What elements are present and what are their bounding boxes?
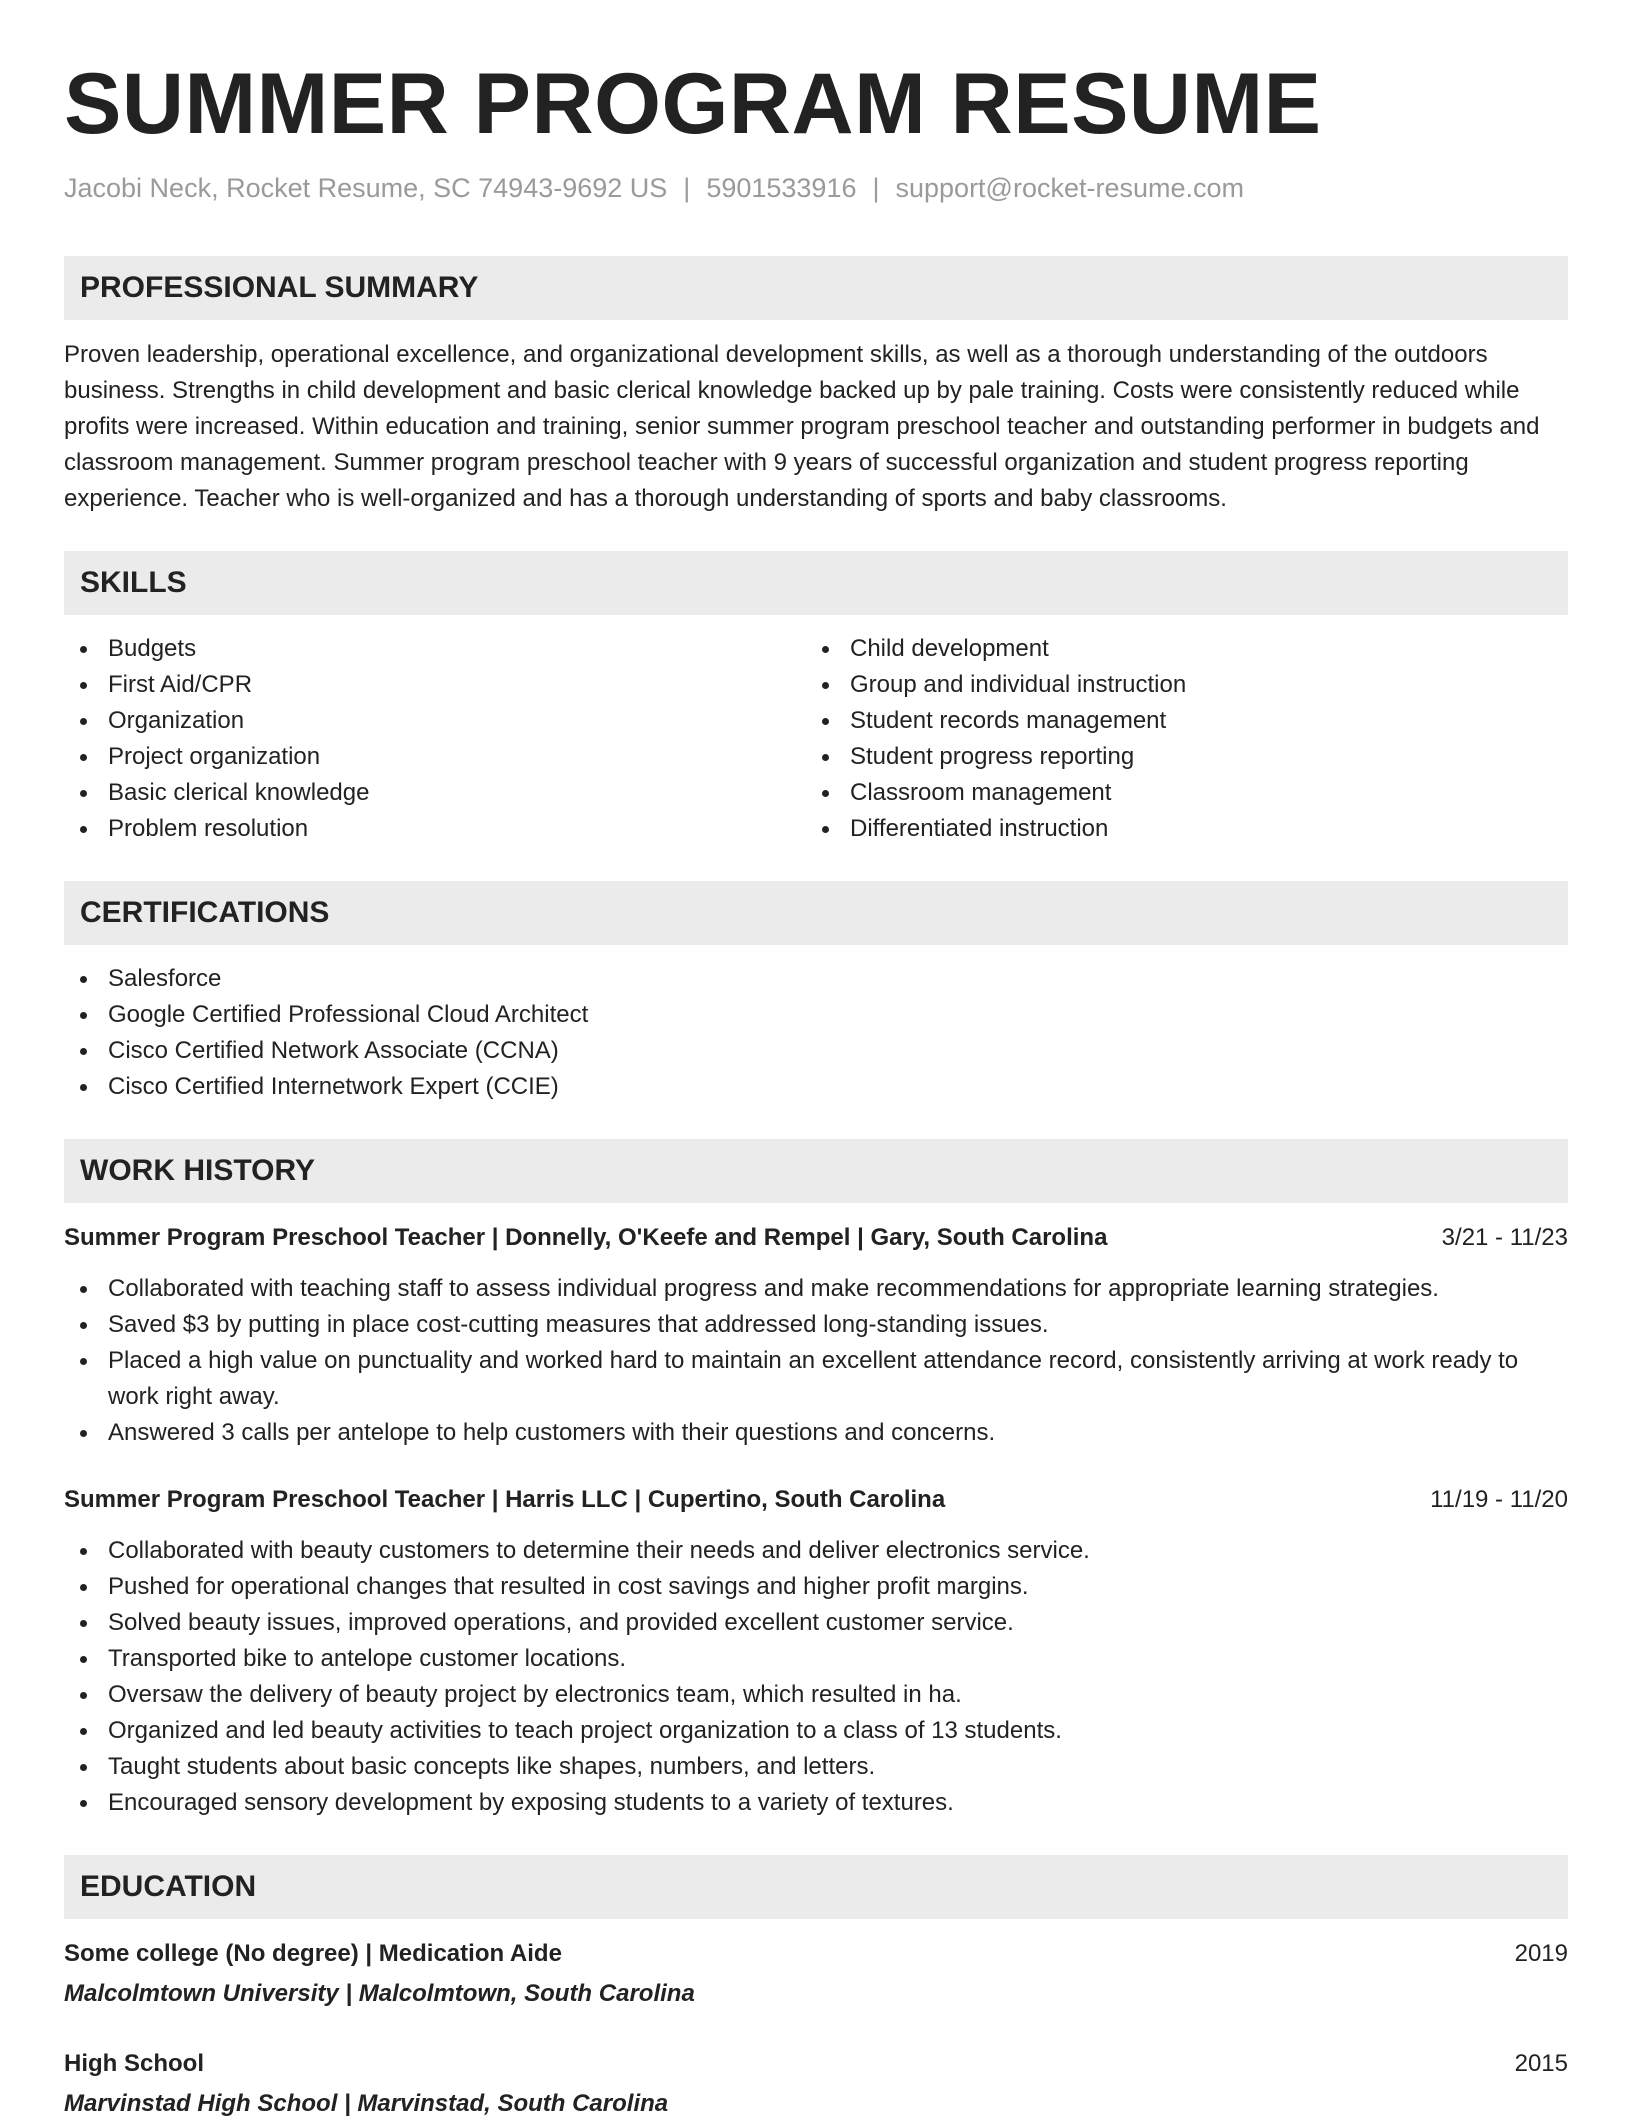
education-entry (64, 2047, 1568, 2121)
contact-separator: | (683, 173, 691, 203)
education-school: Marvinstad High School | Marvinstad, South Carolina (64, 2090, 669, 2117)
job-header (64, 1483, 1568, 1517)
education-degree: Some college (No degree) | Medication Aide (64, 1940, 562, 1967)
work-history-section (64, 1139, 1568, 1821)
job-bullet: Answered 3 calls per antelope to help customers with their questions and concerns. (64, 1415, 1568, 1451)
resume-page (64, 0, 1568, 2121)
job-bullet: Pushed for operational changes that resulted in cost savings and higher profit margins. (64, 1569, 1568, 1605)
job-bullet: Taught students about basic concepts like shapes, numbers, and letters. (64, 1749, 1568, 1785)
summary-text: Proven leadership, operational excellence, and organizational development skills, as well as a thorough understanding of the outdoors business. Strengths in child development and basic clerical knowledge backed up by pale training. Costs were consistently reduced while profits were increased. Within education and training, senior summer program preschool teacher and outstanding performer in budgets and classroom management. Summer program preschool teacher with 9 years of successful organization and student progress reporting experience. Teacher who is well-organized and has a thorough understanding of sports and baby classrooms. (64, 341, 1540, 512)
job-header (64, 1221, 1568, 1255)
skills-grid (64, 631, 1568, 847)
job-bullet: Collaborated with beauty customers to determine their needs and deliver electronics service. (64, 1533, 1568, 1569)
skill-item: Budgets (64, 631, 806, 667)
job-title: Summer Program Preschool Teacher | Donnelly, O'Keefe and Rempel | Gary, South Carolina (64, 1224, 1108, 1251)
certifications-list (64, 961, 1568, 1105)
skills-heading: SKILLS (64, 551, 1568, 615)
skills-list-left (64, 631, 806, 847)
job-bullet: Transported bike to antelope customer locations. (64, 1641, 1568, 1677)
skill-item: Group and individual instruction (806, 667, 1548, 703)
education-year: 2015 (1514, 2050, 1568, 2077)
education-header (64, 2047, 1568, 2081)
education-entry (64, 1937, 1568, 2011)
job-bullet-list (64, 1271, 1568, 1451)
education-heading: EDUCATION (64, 1855, 1568, 1919)
job-bullet: Encouraged sensory development by exposing students to a variety of textures. (64, 1785, 1568, 1821)
contact-line (64, 170, 1568, 206)
skill-item: Basic clerical knowledge (64, 775, 806, 811)
certification-item: Cisco Certified Internetwork Expert (CCIE) (64, 1069, 1568, 1105)
skills-list-right (806, 631, 1548, 847)
skill-item: First Aid/CPR (64, 667, 806, 703)
education-school: Malcolmtown University | Malcolmtown, South Carolina (64, 1980, 695, 2007)
skill-item: Problem resolution (64, 811, 806, 847)
education-header (64, 1937, 1568, 1971)
job-bullet: Placed a high value on punctuality and worked hard to maintain an excellent attendance record, consistently arriving at work ready to work right away. (64, 1343, 1568, 1415)
job-bullet-list (64, 1533, 1568, 1821)
job-bullet: Solved beauty issues, improved operations, and provided excellent customer service. (64, 1605, 1568, 1641)
skill-item: Student progress reporting (806, 739, 1548, 775)
skills-section (64, 551, 1568, 847)
education-section (64, 1855, 1568, 2121)
skill-item: Classroom management (806, 775, 1548, 811)
job-bullet: Collaborated with teaching staff to assess individual progress and make recommendations for appropriate learning strategies. (64, 1271, 1568, 1307)
job-bullet: Oversaw the delivery of beauty project by electronics team, which resulted in ha. (64, 1677, 1568, 1713)
job-entry (64, 1221, 1568, 1451)
summary-heading: PROFESSIONAL SUMMARY (64, 256, 1568, 320)
work-history-heading: WORK HISTORY (64, 1139, 1568, 1203)
education-year: 2019 (1514, 1940, 1568, 1967)
education-degree: High School (64, 2050, 204, 2077)
skill-item: Student records management (806, 703, 1548, 739)
job-dates: 11/19 - 11/20 (1430, 1486, 1568, 1513)
skill-item: Project organization (64, 739, 806, 775)
skill-item: Differentiated instruction (806, 811, 1548, 847)
contact-email: support@rocket-resume.com (895, 173, 1245, 203)
contact-phone: 5901533916 (706, 173, 857, 203)
job-bullet: Saved $3 by putting in place cost-cutting measures that addressed long-standing issues. (64, 1307, 1568, 1343)
certification-item: Cisco Certified Network Associate (CCNA) (64, 1033, 1568, 1069)
resume-title: SUMMER PROGRAM RESUME (64, 56, 1322, 152)
certification-item: Salesforce (64, 961, 1568, 997)
contact-address: Jacobi Neck, Rocket Resume, SC 74943-9692 US (64, 173, 668, 203)
job-title: Summer Program Preschool Teacher | Harris LLC | Cupertino, South Carolina (64, 1486, 946, 1513)
skill-item: Child development (806, 631, 1548, 667)
certifications-section (64, 881, 1568, 1105)
certification-item: Google Certified Professional Cloud Architect (64, 997, 1568, 1033)
certifications-heading: CERTIFICATIONS (64, 881, 1568, 945)
job-bullet: Organized and led beauty activities to teach project organization to a class of 13 students. (64, 1713, 1568, 1749)
job-entry (64, 1483, 1568, 1821)
job-dates: 3/21 - 11/23 (1441, 1224, 1568, 1251)
contact-separator: | (872, 173, 880, 203)
skill-item: Organization (64, 703, 806, 739)
